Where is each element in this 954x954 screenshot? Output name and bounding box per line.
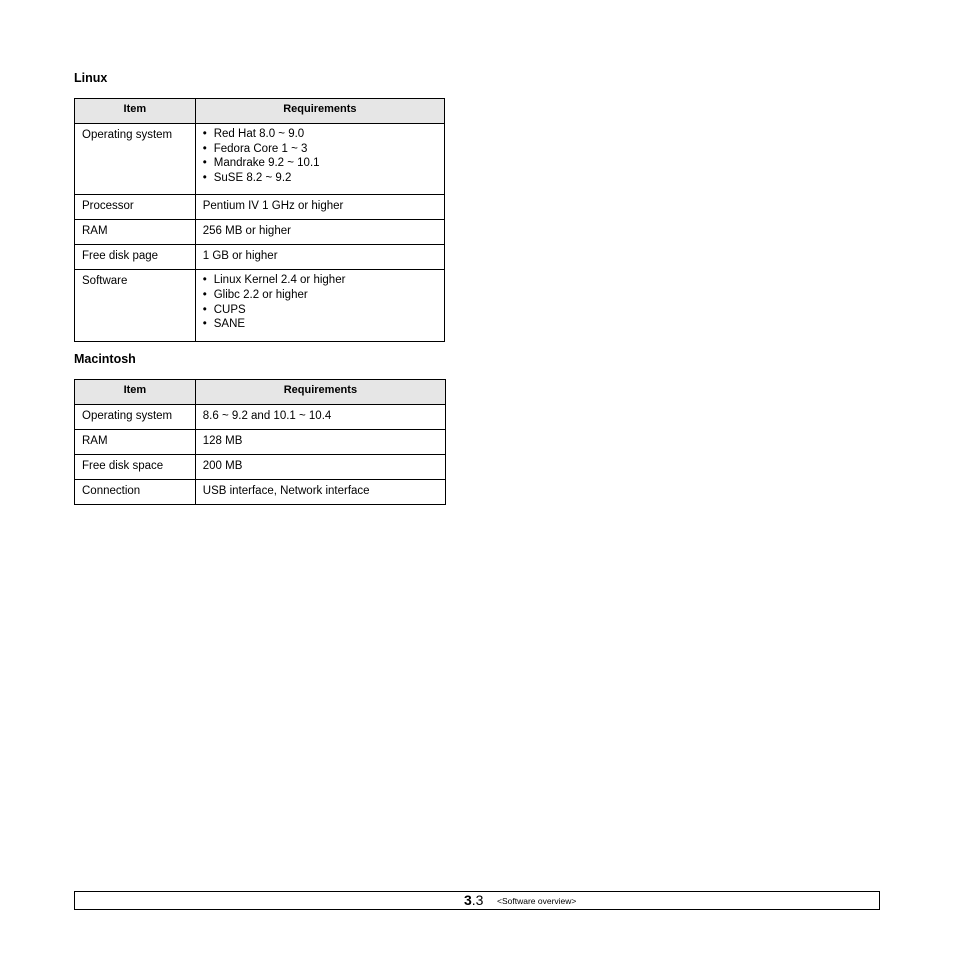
table-row [75, 245, 445, 270]
list-item: • Glibc 2.2 or higher [203, 288, 437, 303]
chapter-number: 3 [464, 892, 472, 908]
list-item: • Linux Kernel 2.4 or higher [203, 273, 437, 288]
table-row [75, 270, 445, 341]
column-header-item: Item [75, 380, 196, 405]
item-cell: RAM [75, 430, 196, 455]
list-item: • CUPS [203, 303, 437, 318]
bullet-list [203, 273, 437, 331]
item-cell: Software [75, 270, 196, 341]
list-item: • SANE [203, 317, 437, 332]
table-row [75, 195, 445, 220]
requirements-cell: Pentium IV 1 GHz or higher [195, 195, 444, 220]
table-header-row [75, 99, 445, 124]
column-header-item: Item [75, 99, 196, 124]
requirements-cell [195, 124, 444, 195]
list-item: • Fedora Core 1 ~ 3 [203, 142, 437, 157]
table-row [75, 480, 446, 505]
list-item: • Red Hat 8.0 ~ 9.0 [203, 127, 437, 142]
requirements-cell: USB interface, Network interface [195, 480, 445, 505]
table-row [75, 430, 446, 455]
list-item: • Mandrake 9.2 ~ 10.1 [203, 156, 437, 171]
requirements-cell: 8.6 ~ 9.2 and 10.1 ~ 10.4 [195, 405, 445, 430]
table-row [75, 455, 446, 480]
macintosh-heading: Macintosh [74, 352, 136, 366]
requirements-cell: 256 MB or higher [195, 220, 444, 245]
list-item: • SuSE 8.2 ~ 9.2 [203, 171, 437, 186]
requirements-cell: 1 GB or higher [195, 245, 444, 270]
linux-requirements-table [74, 98, 445, 342]
section-title: <Software overview> [497, 896, 577, 906]
macintosh-requirements-table [74, 379, 446, 505]
table-row [75, 220, 445, 245]
page-index: .3 [471, 892, 484, 908]
bullet-list [203, 127, 437, 185]
item-cell: Operating system [75, 124, 196, 195]
requirements-cell [195, 270, 444, 341]
table-row [75, 124, 445, 195]
linux-heading: Linux [74, 71, 108, 85]
item-cell: Free disk page [75, 245, 196, 270]
requirements-cell: 128 MB [195, 430, 445, 455]
item-cell: RAM [75, 220, 196, 245]
table-header-row [75, 380, 446, 405]
column-header-requirements: Requirements [195, 380, 445, 405]
item-cell: Connection [75, 480, 196, 505]
page-footer [74, 891, 880, 910]
item-cell: Processor [75, 195, 196, 220]
column-header-requirements: Requirements [195, 99, 444, 124]
table-row [75, 405, 446, 430]
page-number [464, 892, 483, 909]
requirements-cell: 200 MB [195, 455, 445, 480]
item-cell: Free disk space [75, 455, 196, 480]
item-cell: Operating system [75, 405, 196, 430]
